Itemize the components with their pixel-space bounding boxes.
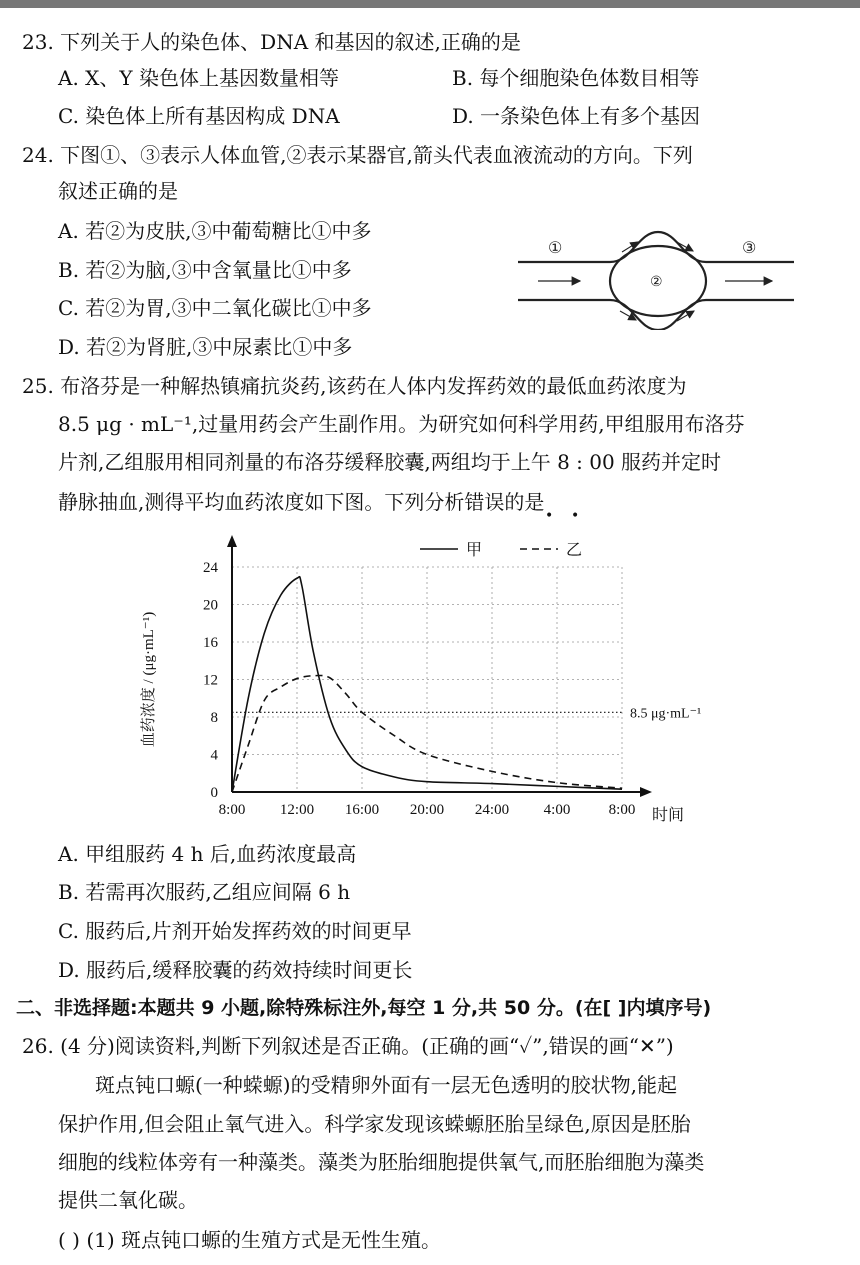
blood-vessel-diagram xyxy=(510,220,800,330)
x-axis-arrow xyxy=(640,787,652,797)
q24-option-b: B. 若②为脑,③中含氧量比①中多 xyxy=(58,258,352,282)
q24-option-d: D. 若②为肾脏,③中尿素比①中多 xyxy=(58,335,353,359)
x-tick-label: 4:00 xyxy=(543,802,571,818)
q25-option-c: C. 服药后,片剂开始发挥药效的时间更早 xyxy=(58,919,412,943)
q25-stem-line2: 8.5 μg · mL⁻¹,过量用药会产生副作用。为研究如何科学用药,甲组服用布洛芬 xyxy=(58,412,745,436)
top-border xyxy=(0,0,860,8)
x-tick-label: 20:00 xyxy=(409,802,445,818)
q26-paragraph-line1: 斑点钝口螈(一种蝾螈)的受精卵外面有一层无色透明的胶状物,能起 xyxy=(95,1073,677,1097)
q24-stem-line1: 24. 下图①、③表示人体血管,②表示某器官,箭头代表血液流动的方向。下列 xyxy=(22,143,693,167)
q23-option-b: B. 每个细胞染色体数目相等 xyxy=(452,66,700,90)
q26-paragraph-line3: 细胞的线粒体旁有一种藻类。藻类为胚胎细胞提供氧气,而胚胎细胞为藻类 xyxy=(58,1150,705,1174)
section-2-heading: 二、非选择题:本题共 9 小题,除特殊标注外,每空 1 分,共 50 分。(在[ ]内填序号) xyxy=(16,997,712,1019)
q25-stem-line4: 静脉抽血,测得平均血药浓度如下图。下列分析错误的是 xyxy=(58,490,545,514)
y-tick-label: 8 xyxy=(210,710,218,726)
q24-option-a: A. 若②为皮肤,③中葡萄糖比①中多 xyxy=(58,219,372,243)
y-tick-label: 16 xyxy=(203,635,218,651)
y-tick-label: 0 xyxy=(210,785,218,801)
x-axis-label: 时间 xyxy=(652,807,685,824)
q24-stem-line2: 叙述正确的是 xyxy=(58,179,178,203)
y-axis-label: 血药浓度 / (μg·mL⁻¹) xyxy=(141,611,157,748)
q25-option-d: D. 服药后,缓释胶囊的药效持续时间更长 xyxy=(58,958,413,982)
q23-option-c: C. 染色体上所有基因构成 DNA xyxy=(58,104,340,128)
q24-option-c: C. 若②为胃,③中二氧化碳比①中多 xyxy=(58,296,372,320)
q26-paragraph-line4: 提供二氧化碳。 xyxy=(58,1188,198,1212)
x-tick-label: 8:00 xyxy=(218,802,246,818)
drug-concentration-chart xyxy=(120,525,720,840)
x-tick-label: 8:00 xyxy=(608,802,636,818)
q25-stem-line3: 片剂,乙组服用相同剂量的布洛芬缓释胶囊,两组均于上午 8 : 00 服药并定时 xyxy=(58,450,722,474)
q25-option-a: A. 甲组服药 4 h 后,血药浓度最高 xyxy=(58,842,357,866)
legend-label: 甲 xyxy=(466,542,483,559)
threshold-label: 8.5 μg·mL⁻¹ xyxy=(630,706,702,722)
q23-option-d: D. 一条染色体上有多个基因 xyxy=(452,104,701,128)
y-axis-arrow xyxy=(227,535,237,547)
vessel-label-3: ③ xyxy=(742,240,757,257)
q26-item-1: ( ) (1) 斑点钝口螈的生殖方式是无性生殖。 xyxy=(58,1228,442,1252)
emphasis-dots: • • xyxy=(545,508,580,524)
y-tick-label: 24 xyxy=(203,560,218,576)
q25-option-b: B. 若需再次服药,乙组应间隔 6 h xyxy=(58,880,351,904)
x-tick-label: 24:00 xyxy=(474,802,510,818)
q25-stem-line1: 25. 布洛芬是一种解热镇痛抗炎药,该药在人体内发挥药效的最低血药浓度为 xyxy=(22,374,687,398)
y-tick-label: 4 xyxy=(210,747,218,764)
x-tick-label: 16:00 xyxy=(344,802,380,818)
q23-option-a: A. X、Y 染色体上基因数量相等 xyxy=(58,66,339,90)
x-tick-label: 12:00 xyxy=(279,802,315,818)
vessel-label-1: ① xyxy=(548,240,563,257)
legend-label: 乙 xyxy=(566,542,583,559)
organ-label-2: ② xyxy=(650,275,663,290)
y-tick-label: 20 xyxy=(203,597,218,614)
q26-stem: 26. (4 分)阅读资料,判断下列叙述是否正确。(正确的画“✓”,错误的画“✕”) xyxy=(22,1034,674,1058)
q26-paragraph-line2: 保护作用,但会阻止氧气进入。科学家发现该蝾螈胚胎呈绿色,原因是胚胎 xyxy=(58,1112,691,1136)
y-tick-label: 12 xyxy=(203,672,218,689)
q23-stem: 23. 下列关于人的染色体、DNA 和基因的叙述,正确的是 xyxy=(22,30,521,54)
